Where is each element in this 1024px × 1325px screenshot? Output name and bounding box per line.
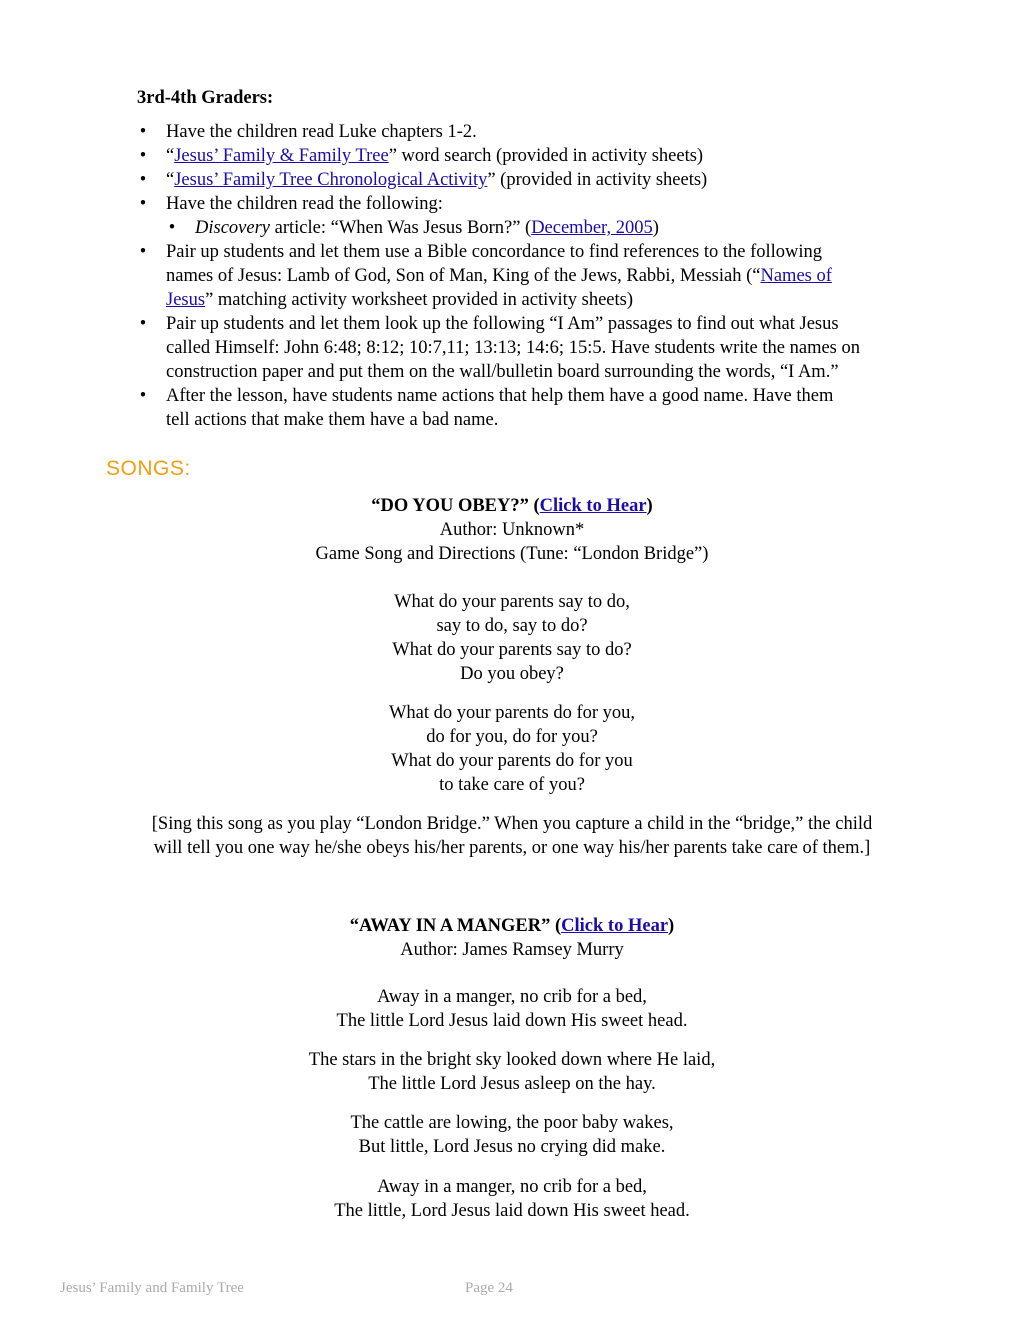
song2-author: Author: James Ramsey Murry	[400, 940, 624, 960]
song1-author: Author: Unknown*	[439, 520, 585, 540]
song1-click-to-hear-link[interactable]: Click to Hear	[539, 496, 647, 516]
song2-stanza-4: Away in a manger, no crib for a bed, The little, Lord Jesus laid down His sweet head.	[334, 1177, 690, 1221]
song1-header	[0, 494, 1024, 566]
song2-stanza-2: The stars in the bright sky looked down where He laid, The little Lord Jesus asleep on the hay.	[308, 1050, 716, 1094]
bullet-icon: •	[139, 386, 147, 406]
list-item: • Pair up students and let them use a Bible concordance to find references to the following names of Jesus: Lamb of God, Son of Man, King of the Jews, Rabbi, Messiah (“Names of Jesus” matching activity worksheet provided in activity sheets)	[137, 240, 927, 312]
bullet-icon: •	[139, 122, 147, 142]
names-of-jesus-link[interactable]: Names of Jesus	[166, 266, 832, 310]
bullet-icon: •	[168, 218, 176, 238]
sub-list-item: • Discovery article: “When Was Jesus Born?” (December, 2005)	[137, 216, 927, 240]
song1-directions: [Sing this song as you play “London Bridge.” When you capture a child in the “bridge,” the child will tell you one way he/she obeys his/her parents, or one way his/her parents take care of them.]	[151, 814, 873, 858]
footer-page-number: Page 24	[465, 1280, 513, 1296]
song2-title: “AWAY IN A MANGER” (Click to Hear)	[349, 916, 675, 936]
bullet-icon: •	[139, 146, 147, 166]
song1-stanza-2: What do your parents do for you, do for you, do for you? What do your parents do for you to take care of you?	[388, 703, 636, 795]
list-item: • Have the children read the following:	[137, 192, 927, 216]
bullet-icon: •	[139, 242, 147, 262]
bullet-icon: •	[139, 314, 147, 334]
list-item: • After the lesson, have students name actions that help them have a good name. Have them tell actions that make them have a bad name.	[137, 384, 927, 432]
list-item: • Pair up students and let them look up the following “I Am” passages to find out what Jesus called Himself: John 6:48; 8:12; 10:7,11; 13:13; 14:6; 15:5. Have students write the names on construction paper and put them on the wall/bulletin board surrounding the words, “I Am.”	[137, 312, 927, 384]
song2-stanza-1: Away in a manger, no crib for a bed, The little Lord Jesus laid down His sweet head.	[336, 987, 688, 1031]
footer-title: Jesus’ Family and Family Tree	[60, 1280, 244, 1296]
songs-heading: SONGS:	[106, 457, 191, 480]
list-item: • “Jesus’ Family & Family Tree” word search (provided in activity sheets)	[137, 144, 927, 168]
grade-heading: 3rd-4th Graders:	[137, 88, 274, 108]
family-tree-word-search-link[interactable]: Jesus’ Family & Family Tree	[174, 146, 389, 166]
song1-stanza-1: What do your parents say to do, say to do, say to do? What do your parents say to do? Do you obey?	[392, 592, 632, 684]
activity-list	[137, 120, 927, 432]
bullet-icon: •	[139, 194, 147, 214]
song1-title: “DO YOU OBEY?” (Click to Hear)	[371, 496, 653, 516]
song2-stanza-3: The cattle are lowing, the poor baby wakes, But little, Lord Jesus no crying did make.	[350, 1113, 674, 1157]
list-item: • Have the children read Luke chapters 1-2.	[137, 120, 927, 144]
bullet-icon: •	[139, 170, 147, 190]
december-2005-link[interactable]: December, 2005	[531, 218, 653, 238]
song2-click-to-hear-link[interactable]: Click to Hear	[561, 916, 669, 936]
song2-header	[0, 914, 1024, 962]
list-item: • “Jesus’ Family Tree Chronological Activity” (provided in activity sheets)	[137, 168, 927, 192]
chronological-activity-link[interactable]: Jesus’ Family Tree Chronological Activity	[174, 170, 488, 190]
song1-tune: Game Song and Directions (Tune: “London Bridge”)	[315, 544, 709, 564]
